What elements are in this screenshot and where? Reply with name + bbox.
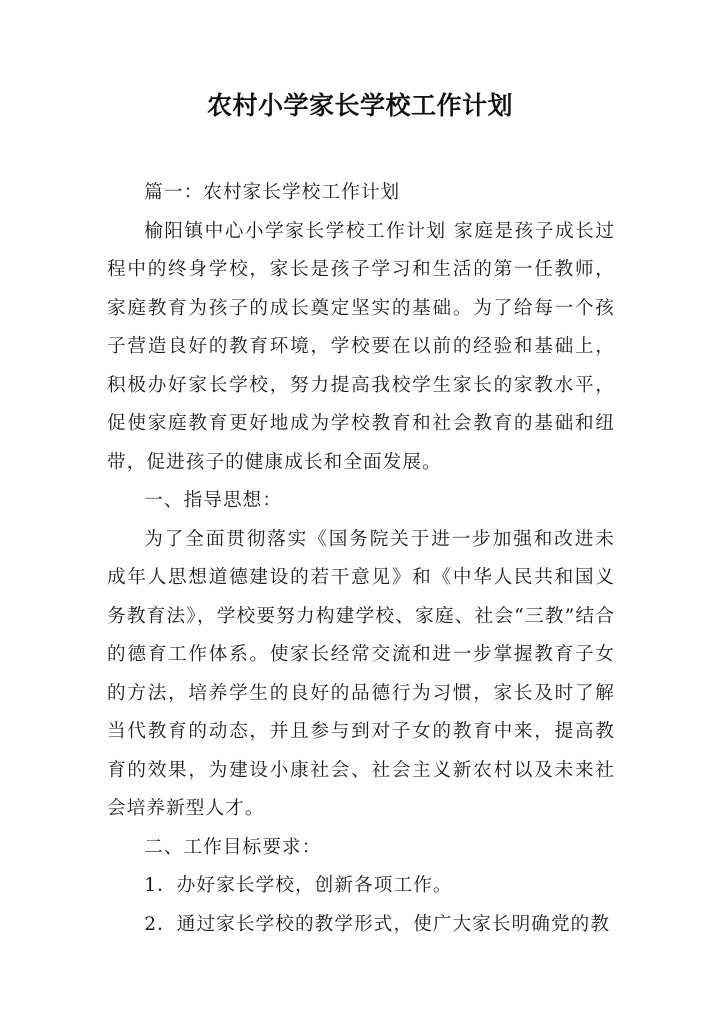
paragraph-heading-work-goals: 二、工作目标要求： (144, 836, 322, 858)
document-title: 农村小学家长学校工作计划 (206, 91, 513, 120)
paragraph-intro: 榆阳镇中心小学家长学校工作计划 家庭是孩子成长过程中的终身学校，家长是孩子学习和生活的第一任教师，家庭教育为孩子的成长奠定坚实的基础。为了给每一个孩子营造良好的教育环境，学校要在以前的经验和基础上，积极办好家长学校，努力提高我校学生家长的家教水平，促使家庭教育更好地成为学校教育和社会教育的基础和纽带，促进孩子的健康成长和全面发展。 (107, 220, 615, 473)
paragraph-heading-guiding-ideology: 一、指导思想： (144, 490, 283, 511)
paragraph-goal-1: 1．办好家长学校，创新各项工作。 (144, 875, 453, 896)
document-body (107, 174, 615, 944)
paragraph-goal-2: 2．通过家长学校的教学形式，使广大家长明确党的教 (144, 913, 611, 935)
paragraph-guiding-ideology: 为了全面贯彻落实《国务院关于进一步加强和改进未成年人思想道德建设的若干意见》和《中华人民共和国义务教育法》，学校要努力构建学校、家庭、社会“三教”结合的德育工作体系。使家长经常交流和进一步掌握教育子女的方法，培养学生的良好的品德行为习惯，家长及时了解当代教育的动态，并且参与到对子女的教育中来，提高教育的效果，为建设小康社会、社会主义新农村以及未来社会培养新型人才。 (107, 528, 615, 819)
paragraph-section-heading: 篇一：农村家长学校工作计划 (144, 182, 401, 203)
